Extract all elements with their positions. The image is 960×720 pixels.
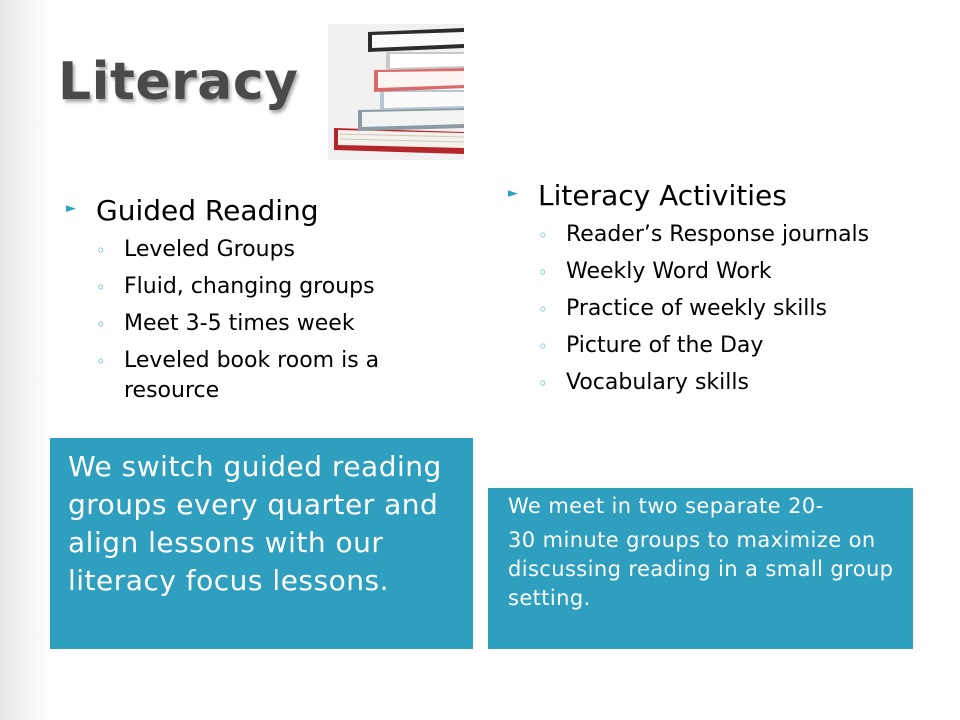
guided-reading-heading-item: [66, 193, 446, 229]
left-edge-gradient: [0, 0, 52, 720]
literacy-activities-list: [508, 220, 898, 399]
list-item-text: Weekly Word Work: [566, 259, 772, 284]
callout-line: We meet in two separate 20-: [508, 494, 824, 518]
bullet-arrow-icon: ►: [508, 186, 518, 201]
circle-bullet-icon: ◦: [96, 278, 106, 297]
guided-reading-heading: Guided Reading: [96, 194, 319, 227]
circle-bullet-icon: ◦: [538, 374, 548, 393]
group-meeting-callout: [488, 488, 913, 649]
callout-line: 30 minute groups to maximize on discussing reading in a small group setting.: [508, 528, 894, 610]
circle-bullet-icon: ◦: [96, 352, 106, 371]
guided-reading-callout: We switch guided reading groups every quarter and align lessons with our literacy focus lessons.: [50, 438, 473, 649]
circle-bullet-icon: ◦: [538, 300, 548, 319]
list-item-text: Reader’s Response journals: [566, 222, 870, 247]
list-item-text: Vocabulary skills: [566, 370, 749, 395]
literacy-activities-heading-item: [508, 178, 898, 214]
circle-bullet-icon: ◦: [538, 226, 548, 245]
list-item: [96, 272, 446, 303]
bullet-arrow-icon: ►: [66, 201, 76, 216]
list-item-text: Leveled book room is a resource: [124, 348, 380, 403]
circle-bullet-icon: ◦: [96, 241, 106, 260]
list-item-text: Practice of weekly skills: [566, 296, 827, 321]
list-item-text: Picture of the Day: [566, 333, 764, 358]
list-item: [96, 309, 446, 340]
literacy-activities-heading: Literacy Activities: [538, 179, 787, 212]
list-item: [538, 294, 898, 325]
guided-reading-column: [66, 193, 446, 406]
list-item-text: Leveled Groups: [124, 237, 296, 262]
list-item: [538, 257, 898, 288]
guided-reading-list: [66, 235, 446, 406]
circle-bullet-icon: ◦: [96, 315, 106, 334]
stacked-books-icon: [328, 24, 464, 160]
list-item: [96, 235, 446, 266]
list-item: [538, 331, 898, 362]
list-item-text: Fluid, changing groups: [124, 274, 375, 299]
literacy-activities-column: [508, 178, 898, 399]
slide-title: Literacy: [58, 52, 299, 112]
circle-bullet-icon: ◦: [538, 263, 548, 282]
list-item-text: Meet 3-5 times week: [124, 311, 355, 336]
list-item: [538, 368, 898, 399]
circle-bullet-icon: ◦: [538, 337, 548, 356]
list-item: [538, 220, 898, 251]
list-item: [96, 346, 446, 406]
